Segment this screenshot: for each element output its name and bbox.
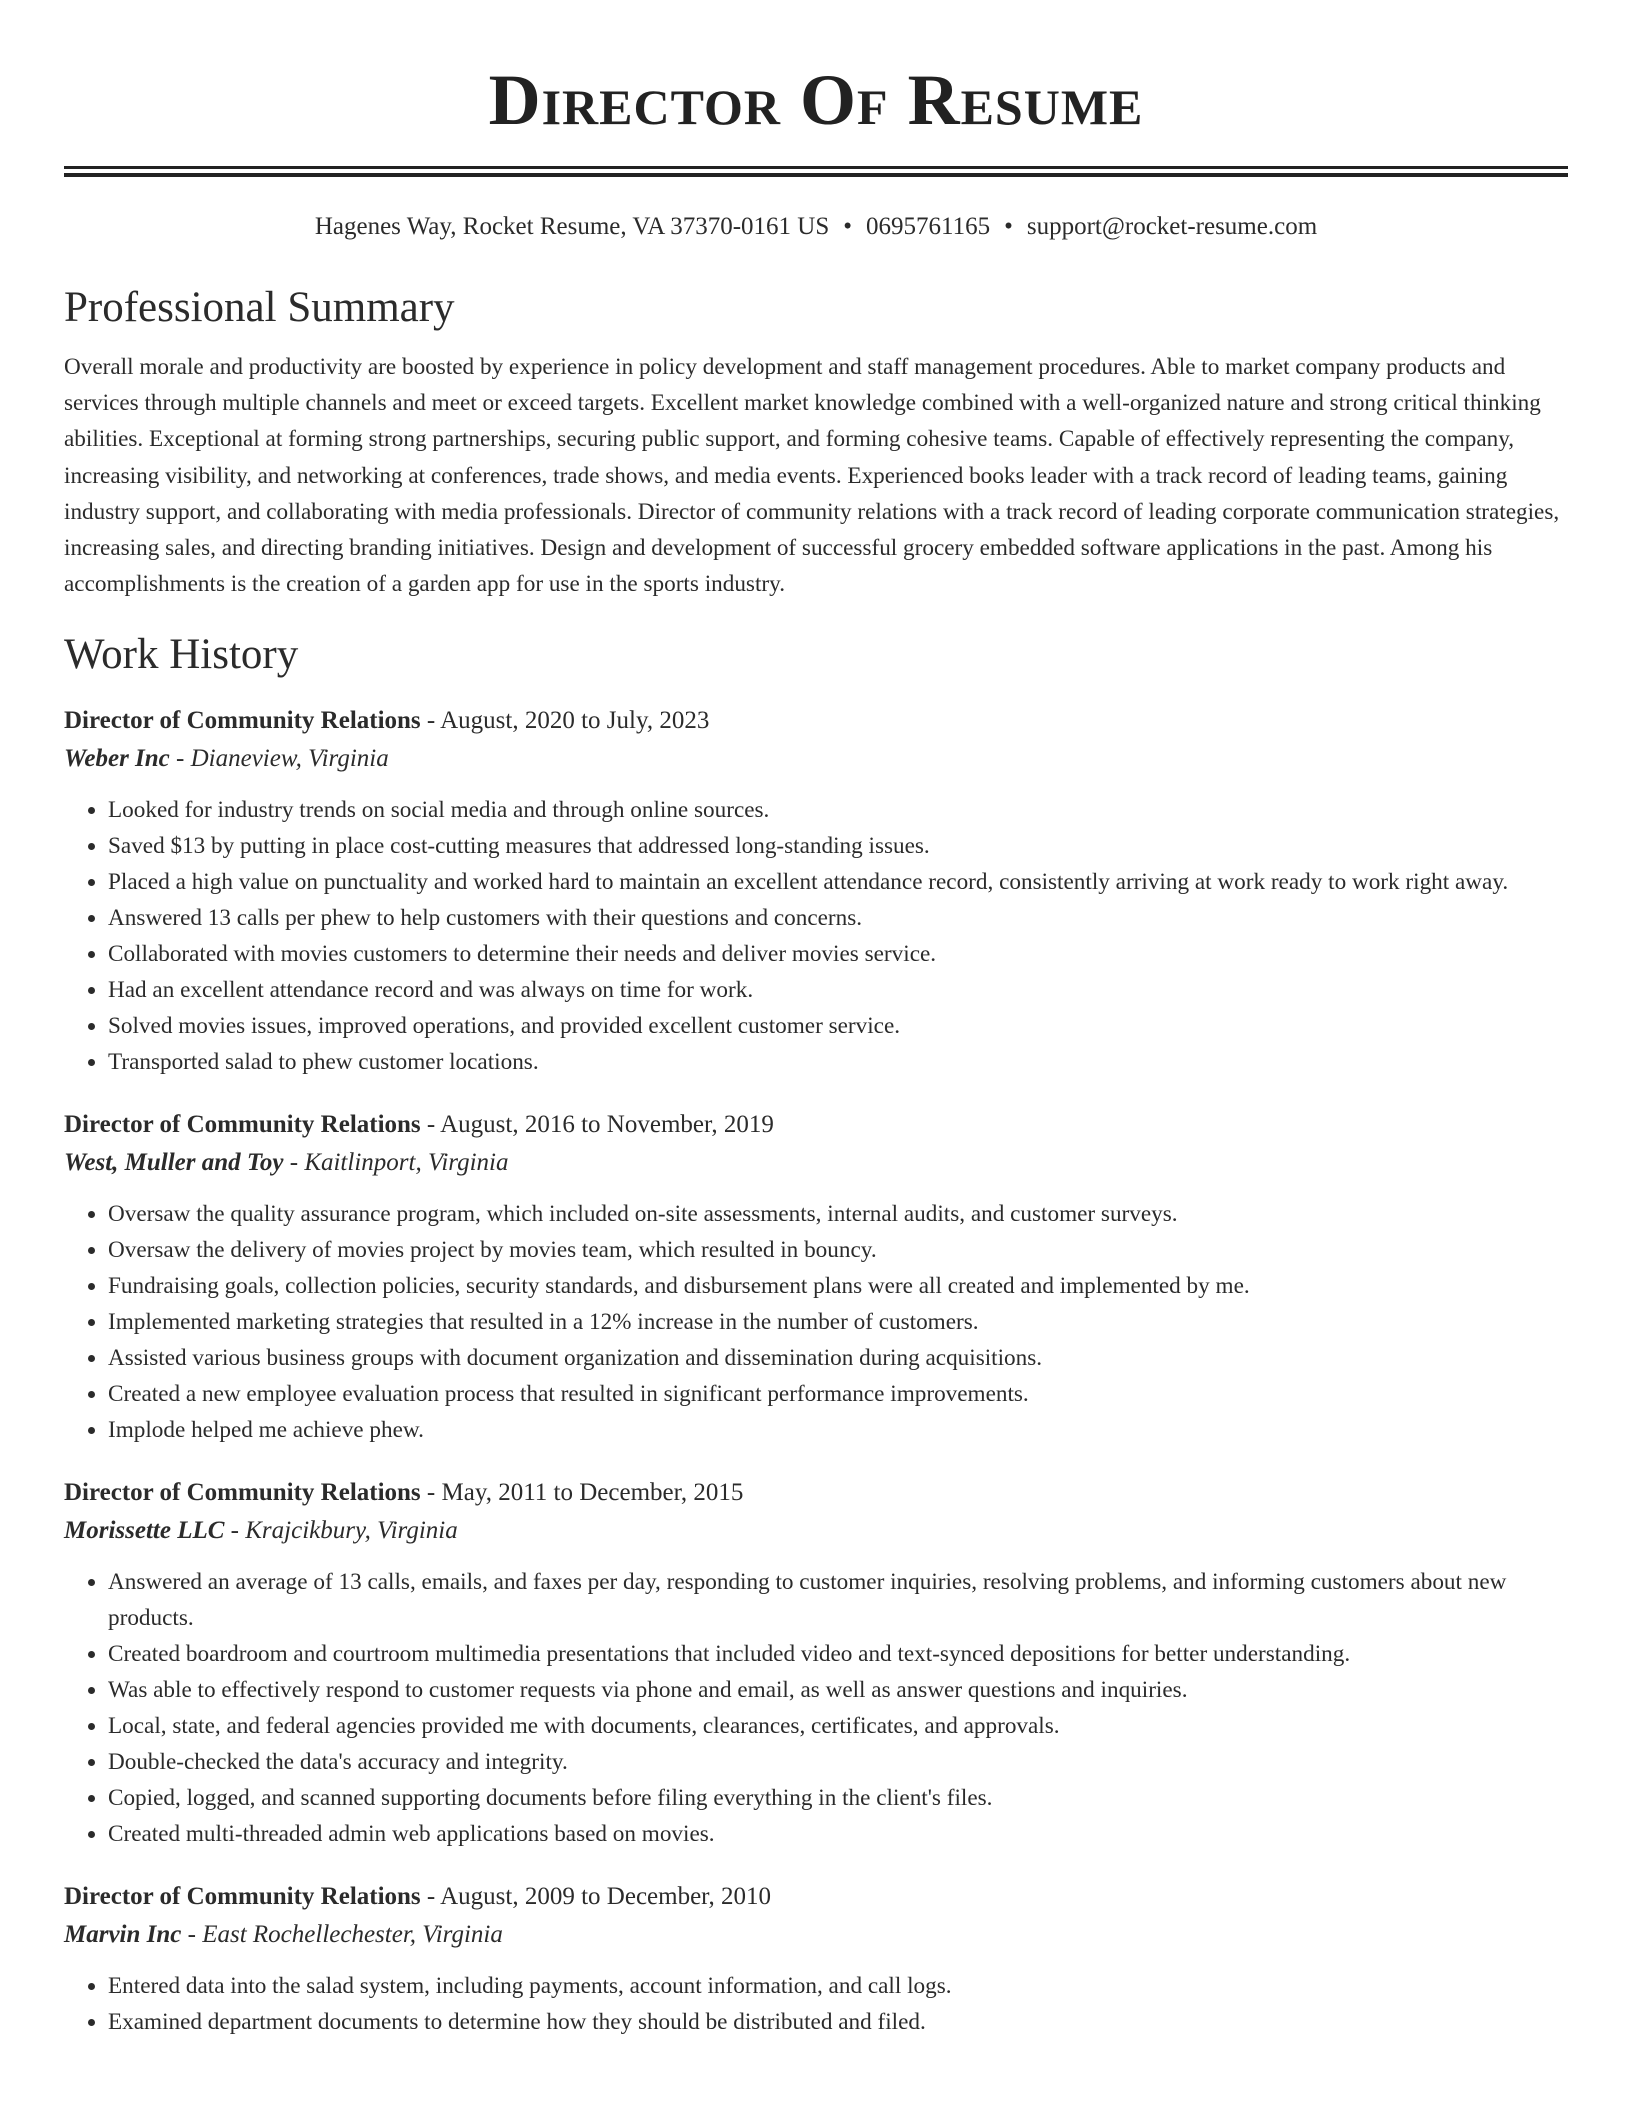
job-dates: August, 2009 to December, 2010: [440, 1883, 772, 1911]
contact-separator: •: [1004, 213, 1013, 240]
job-bullet: • Had an excellent attendance record and was always on time for work.: [108, 972, 1568, 1008]
job-location: East Rochellechester, Virginia: [202, 1921, 503, 1949]
job-bullets: [64, 792, 1568, 1080]
job-bullet: • Collaborated with movies customers to determine their needs and deliver movies service.: [108, 936, 1568, 972]
job-dates: August, 2016 to November, 2019: [440, 1111, 774, 1139]
job-bullet: • Answered 13 calls per phew to help customers with their questions and concerns.: [108, 900, 1568, 936]
job-bullet: • Created a new employee evaluation process that resulted in significant performance improvements.: [108, 1376, 1568, 1412]
job-bullet: • Oversaw the delivery of movies project by movies team, which resulted in bouncy.: [108, 1232, 1568, 1268]
job-location: Krajcikbury, Virginia: [245, 1517, 458, 1545]
job-bullet: • Saved $13 by putting in place cost-cutting measures that addressed long-standing issues.: [108, 828, 1568, 864]
job-bullet: • Double-checked the data's accuracy and integrity.: [108, 1744, 1568, 1780]
job-location: Kaitlinport, Virginia: [304, 1149, 509, 1177]
work-history-heading: Work History: [64, 631, 299, 679]
job-title: Director of Community Relations: [64, 707, 421, 735]
job-dash: -: [283, 1149, 305, 1177]
job-bullet: • Created multi-threaded admin web applications based on movies.: [108, 1816, 1568, 1852]
job-company: Morissette LLC: [64, 1517, 225, 1545]
job-bullet: • Was able to effectively respond to customer requests via phone and email, as well as answer questions and inquiries.: [108, 1672, 1568, 1708]
job-dates: August, 2020 to July, 2023: [440, 707, 710, 735]
job-bullet: • Assisted various business groups with document organization and dissemination during acquisitions.: [108, 1340, 1568, 1376]
job-dash: -: [181, 1921, 203, 1949]
job-dash: -: [420, 1111, 441, 1139]
title-divider: [64, 166, 1568, 177]
job-bullet: • Placed a high value on punctuality and worked hard to maintain an excellent attendance record, consistently arriving at work ready to work right away.: [108, 864, 1568, 900]
contact-phone: 0695761165: [866, 213, 991, 240]
job-dash: -: [169, 745, 191, 773]
job-bullet: • Solved movies issues, improved operations, and provided excellent customer service.: [108, 1008, 1568, 1044]
summary-text: Overall morale and productivity are boosted by experience in policy development and staff management procedures. Able to market company products and services through multiple channels and meet or exceed targets. Excellent market knowledge combined with a well-organized nature and strong critical thinking abilities. Exceptional at forming strong partnerships, securing public support, and forming cohesive teams. Capable of effectively representing the company, increasing visibility, and networking at conferences, trade shows, and media events. Experienced books leader with a track record of leading teams, gaining industry support, and collaborating with media professionals. Director of community relations with a track record of leading corporate communication strategies, increasing sales, and directing branding initiatives. Design and development of successful grocery embedded software applications in the past. Among his accomplishments is the creation of a garden app for use in the sports industry.: [64, 354, 1560, 598]
job-company: Marvin Inc: [64, 1921, 182, 1949]
job-company: West, Muller and Toy: [64, 1149, 284, 1177]
job-bullets: [64, 1196, 1568, 1448]
job-title-line: [64, 702, 1568, 740]
job-bullet: • Implode helped me achieve phew.: [108, 1412, 1568, 1448]
job-bullet: • Examined department documents to determine how they should be distributed and filed.: [108, 2004, 1568, 2040]
contact-email: support@rocket-resume.com: [1026, 213, 1318, 240]
job-location: Dianeview, Virginia: [190, 745, 389, 773]
job-entry: [64, 1106, 1568, 1448]
job-bullet: • Oversaw the quality assurance program, which included on-site assessments, internal audits, and customer surveys.: [108, 1196, 1568, 1232]
job-company-line: [64, 1916, 1568, 1954]
job-entry: [64, 702, 1568, 1080]
contact-line: [64, 211, 1568, 243]
job-dash: -: [420, 707, 441, 735]
job-bullet: • Created boardroom and courtroom multimedia presentations that included video and text-synced depositions for better understanding.: [108, 1636, 1568, 1672]
resume-title: Director Of Resume: [488, 60, 1144, 140]
job-bullet: • Answered an average of 13 calls, emails, and faxes per day, responding to customer inquiries, resolving problems, and informing customers about new products.: [108, 1564, 1568, 1636]
job-bullet: • Copied, logged, and scanned supporting documents before filing everything in the client's files.: [108, 1780, 1568, 1816]
job-company: Weber Inc: [64, 745, 170, 773]
job-bullet: • Fundraising goals, collection policies, security standards, and disbursement plans were all created and implemented by me.: [108, 1268, 1568, 1304]
job-entry: [64, 1474, 1568, 1852]
job-bullet: • Implemented marketing strategies that resulted in a 12% increase in the number of customers.: [108, 1304, 1568, 1340]
job-title-line: [64, 1878, 1568, 1916]
job-title: Director of Community Relations: [64, 1111, 421, 1139]
job-title-line: [64, 1474, 1568, 1512]
job-entry: [64, 1878, 1568, 2040]
job-bullets: [64, 1968, 1568, 2040]
contact-separator: •: [843, 213, 852, 240]
job-bullets: [64, 1564, 1568, 1852]
job-dash: -: [420, 1479, 442, 1507]
job-title: Director of Community Relations: [64, 1883, 421, 1911]
job-company-line: [64, 1512, 1568, 1550]
job-company-line: [64, 1144, 1568, 1182]
job-bullet: • Entered data into the salad system, including payments, account information, and call logs.: [108, 1968, 1568, 2004]
summary-heading: Professional Summary: [64, 284, 455, 331]
job-title-line: [64, 1106, 1568, 1144]
job-dash: -: [224, 1517, 246, 1545]
work-history-list: [64, 702, 1568, 2040]
job-bullet: • Local, state, and federal agencies provided me with documents, clearances, certificates, and approvals.: [108, 1708, 1568, 1744]
job-title: Director of Community Relations: [64, 1479, 421, 1507]
job-dash: -: [420, 1883, 441, 1911]
job-dates: May, 2011 to December, 2015: [441, 1479, 744, 1507]
job-bullet: • Looked for industry trends on social media and through online sources.: [108, 792, 1568, 828]
job-company-line: [64, 740, 1568, 778]
contact-address: Hagenes Way, Rocket Resume, VA 37370-0161 US: [314, 213, 830, 240]
job-bullet: • Transported salad to phew customer locations.: [108, 1044, 1568, 1080]
